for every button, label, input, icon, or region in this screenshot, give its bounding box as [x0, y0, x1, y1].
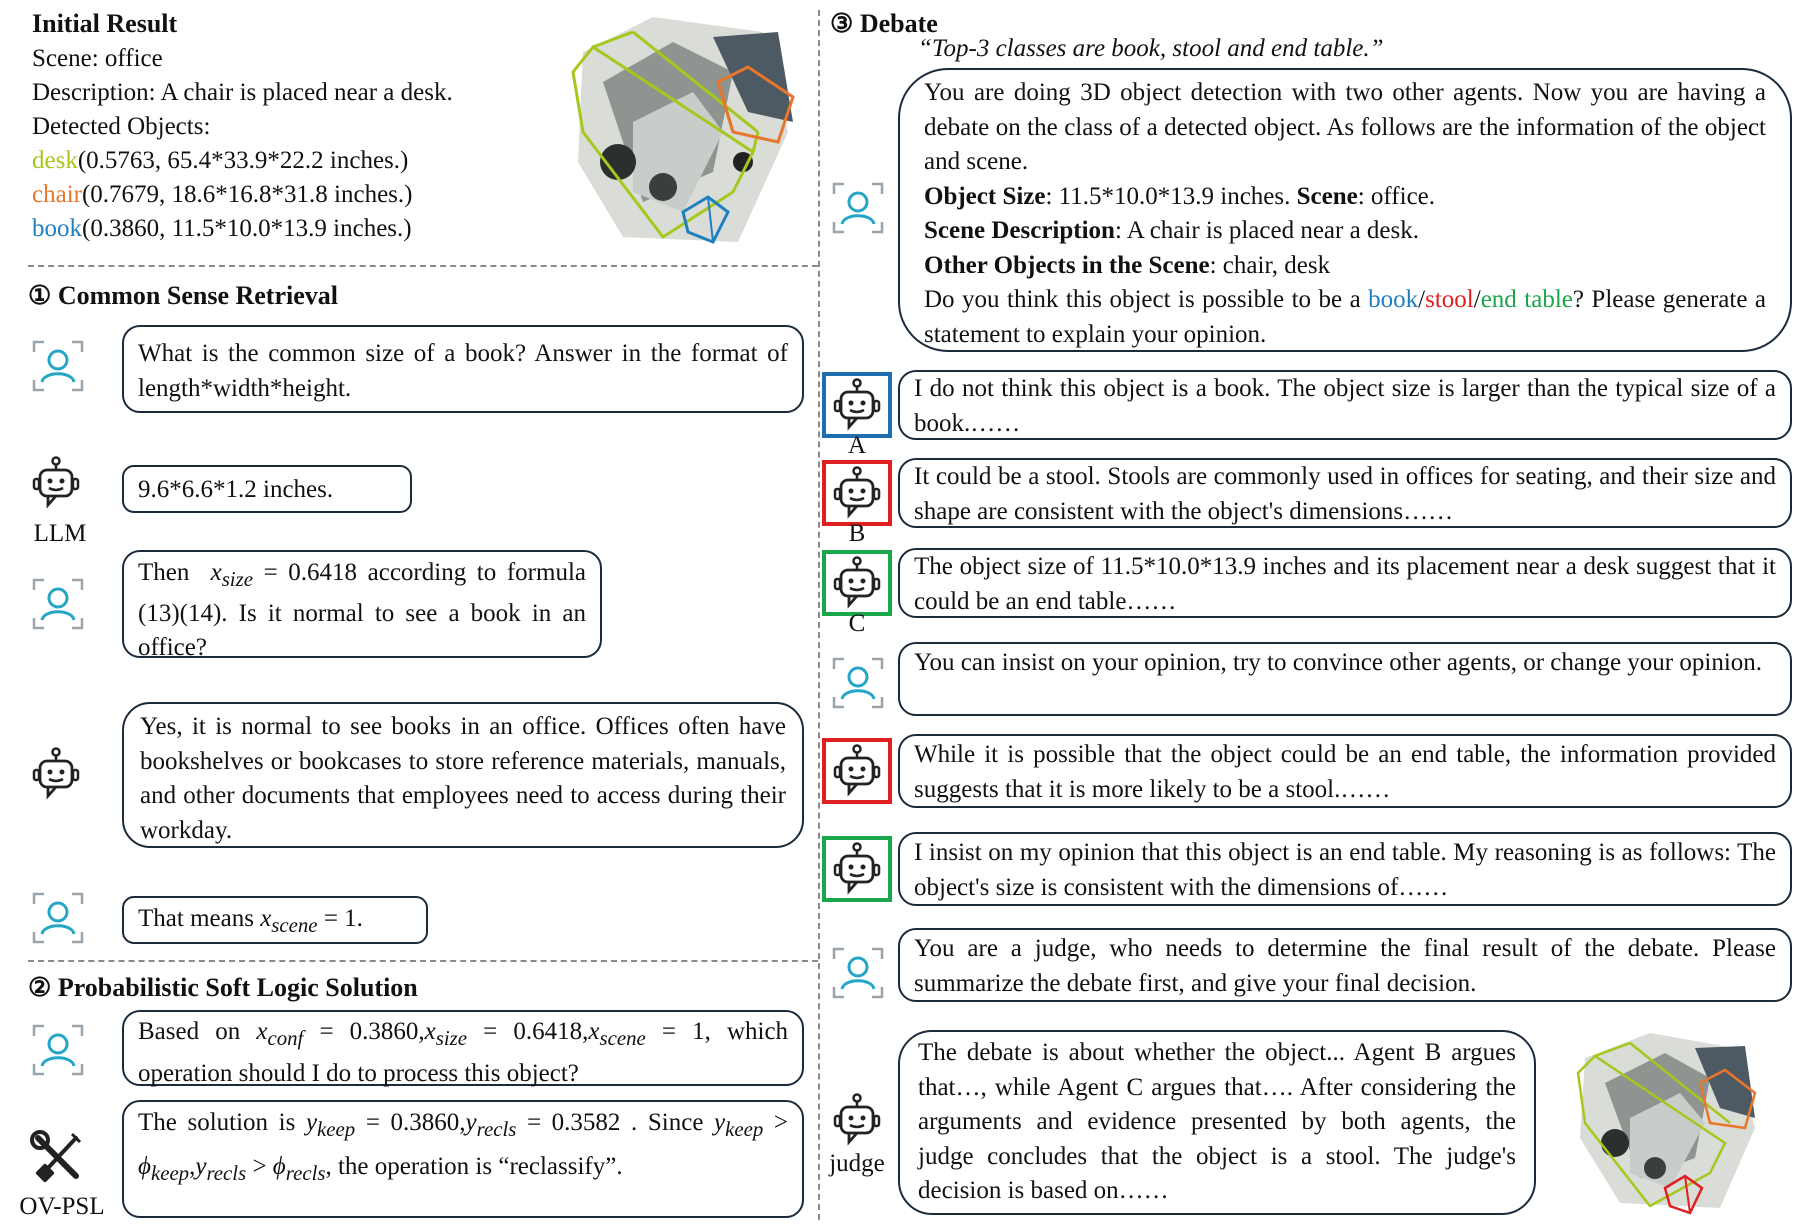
detected-object-chair — [32, 178, 413, 212]
gt-1: > — [773, 1109, 789, 1136]
object-info-book: (0.3860, 11.5*10.0*13.9 inches.) — [82, 215, 412, 242]
object-name-desk: desk — [32, 147, 78, 174]
keep-var: y — [305, 1109, 318, 1136]
scene-label: Scene — [1296, 182, 1358, 210]
slash-1: / — [1418, 286, 1426, 313]
size-label: Object Size — [924, 182, 1046, 210]
q3-var: x — [260, 905, 272, 932]
detected-objects-label: Detected Objects: — [32, 113, 211, 140]
term-scene-val: = 1, — [661, 1018, 711, 1045]
user-icon — [30, 576, 86, 632]
phi1-sub: keep — [150, 1161, 190, 1185]
agent-a-bubble: I do not think this object is a book. The object size is larger than the typical size of a book.…… — [898, 370, 1792, 440]
ask-book: book — [1368, 286, 1419, 313]
psl-last: “reclassify”. — [498, 1153, 623, 1180]
gt-2: > — [252, 1153, 267, 1180]
point-cloud-scene-result — [1570, 1028, 1760, 1220]
agent-a-label: A — [847, 432, 867, 459]
ask-prefix: Do you think this object is possible to be a — [924, 286, 1361, 313]
psl-q-prefix: Based on — [138, 1018, 241, 1045]
llm-bubble-a1: 9.6*6.6*1.2 inches. — [122, 465, 412, 513]
phi-2: ϕ — [272, 1153, 286, 1180]
divider-1 — [28, 265, 818, 267]
robot-icon — [28, 746, 84, 802]
agent-c2-bubble: I insist on my opinion that this object is an end table. My reasoning is as follows: The object's size is consistent with the dimensions of…… — [898, 832, 1792, 906]
user-icon — [830, 945, 886, 1001]
term-size-sub: size — [435, 1026, 468, 1050]
debate-prompt-bubble — [898, 68, 1792, 352]
section2-number: ② — [28, 973, 52, 1002]
psl-q-rest: which operation should I do to process this object? — [138, 1018, 789, 1087]
robot-icon — [829, 841, 885, 897]
llm-label: LLM — [33, 520, 87, 547]
user-insist-bubble: You can insist on your opinion, try to convince other agents, or change your opinion. — [898, 642, 1792, 716]
detected-object-book — [32, 212, 412, 246]
ask-stool: stool — [1425, 286, 1474, 313]
slash-2: / — [1473, 286, 1481, 313]
others-value: : chair, desk — [1209, 251, 1331, 279]
detected-object-desk — [32, 144, 408, 178]
user-icon — [30, 338, 86, 394]
psl-a-prefix: The solution is — [138, 1109, 296, 1136]
term-conf-val: = 0.3860, — [319, 1018, 425, 1045]
keep-val: = 0.3860, — [365, 1109, 466, 1136]
keep-sub: keep — [317, 1117, 356, 1141]
q2-sub: size — [221, 567, 253, 591]
others-label: Other Objects in the Scene — [924, 251, 1210, 279]
section3-title: Debate — [859, 9, 938, 38]
cond2-var: y — [195, 1153, 207, 1180]
point-cloud-scene-initial — [563, 12, 798, 257]
initial-scene: Scene: office — [32, 45, 163, 72]
robot-icon — [829, 743, 885, 799]
q2-var: x — [210, 559, 222, 586]
desc-value: : A chair is placed near a desk. — [1114, 217, 1420, 244]
term-conf-var: x — [256, 1018, 268, 1045]
ask-endtable: end table — [1480, 286, 1573, 313]
phi2-sub: recls — [285, 1161, 326, 1185]
cond1-var: y — [714, 1109, 726, 1136]
initial-description: Description: A chair is placed near a desk. — [32, 79, 453, 106]
term-conf-sub: conf — [267, 1026, 304, 1050]
user-icon — [30, 890, 86, 946]
object-name-chair: chair — [32, 181, 82, 208]
robot-icon — [829, 1092, 885, 1148]
user-bubble-q3 — [122, 896, 428, 944]
recls-sub: recls — [476, 1117, 517, 1141]
tools-icon — [28, 1128, 86, 1186]
user-bubble-q1: What is the common size of a book? Answer in the format of length*width*height. — [122, 325, 804, 413]
ask-suffix: ? Please generate a statement to explain your opinion. — [924, 286, 1766, 348]
object-info-chair: (0.7679, 18.6*16.8*31.8 inches.) — [81, 181, 413, 208]
user-icon — [830, 180, 886, 236]
agent-c-label: C — [848, 610, 866, 637]
robot-icon — [28, 455, 84, 511]
psl-tail: , the operation is — [325, 1153, 493, 1180]
user-icon — [830, 655, 886, 711]
cond1-sub: keep — [725, 1117, 764, 1141]
object-name-book: book — [32, 215, 82, 242]
ov-psl-bubble: The solution is $y_{keep} = 0.3860,y_{recls} = 0.3582$ . Since $y_{keep} > \phi_{keep},y_{recls} > \phi_{recls}$, the operation is “reclassify”. — [122, 1100, 804, 1218]
robot-icon — [829, 555, 885, 611]
initial-result-title: Initial Result — [32, 9, 178, 38]
agent-b2-bubble: While it is possible that the object could be an end table, the information provided suggests that it is more likely to be a stool.…… — [898, 734, 1792, 808]
term-size-var: x — [424, 1018, 436, 1045]
section1-heading — [28, 280, 338, 312]
phi-1: ϕ — [138, 1153, 151, 1180]
judge-bubble: The debate is about whether the object... Agent B argues that…, while Agent C argues that…. After considering the arguments and evidence presented by both agents, the judge concludes that the object is a stool. The judge's decision is based on…… — [898, 1030, 1536, 1215]
agent-b-label: B — [848, 520, 866, 547]
scene-value: : office. — [1357, 182, 1436, 210]
section3-number: ③ — [830, 9, 854, 38]
q2-prefix: Then — [138, 559, 190, 586]
agent-c-bubble: The object size of 11.5*10.0*13.9 inches and its placement near a desk suggest that it could be an end table…… — [898, 548, 1792, 618]
robot-icon — [829, 465, 885, 521]
term-size-val: = 0.6418, — [483, 1018, 589, 1045]
cond2-sub: recls — [206, 1161, 247, 1185]
section1-title: Common Sense Retrieval — [57, 281, 338, 310]
q3-prefix: That means — [138, 905, 254, 932]
debate-quote: “Top-3 classes are book, stool and end table.” — [918, 35, 1384, 62]
user-bubble-q2 — [122, 550, 602, 661]
recls-var: y — [465, 1109, 477, 1136]
user-judge-bubble: You are a judge, who needs to determine the final result of the debate. Please summarize the debate first, and give your final decision. — [898, 928, 1792, 1002]
user-icon — [30, 1022, 86, 1078]
term-scene-sub: scene — [599, 1026, 646, 1050]
section2-heading — [28, 972, 418, 1004]
agent-b-bubble: It could be a stool. Stools are commonly used in offices for seating, and their size and shape are consistent with the object's dimensions…… — [898, 458, 1792, 528]
q3-sub: scene — [271, 913, 318, 937]
ov-psl-label: OV-PSL — [19, 1193, 105, 1220]
term-scene-var: x — [588, 1018, 600, 1045]
section1-number: ① — [28, 281, 52, 310]
psl-since: Since — [647, 1109, 704, 1136]
llm-bubble-a2: Yes, it is normal to see books in an office. Offices often have bookshelves or bookcases to store reference materials, manuals, and other documents that employees need to access during their workday. — [122, 702, 804, 848]
q2-rest: = 0.6418 according to formula (13)(14). Is it normal to see a book in an office? — [138, 559, 586, 661]
size-value: : 11.5*10.0*13.9 inches. — [1045, 182, 1291, 210]
user-bubble-psl-q — [122, 1010, 804, 1086]
desc-label: Scene Description — [924, 217, 1115, 244]
prompt-intro: You are doing 3D object detection with two other agents. Now you are having a debate on the class of a detected object. As follows are the information of the object and scene. — [924, 79, 1766, 175]
divider-2 — [28, 960, 818, 962]
object-info-desk: (0.5763, 65.4*33.9*22.2 inches.) — [77, 147, 409, 174]
section2-title: Probabilistic Soft Logic Solution — [57, 973, 418, 1002]
judge-label: judge — [829, 1150, 885, 1177]
robot-icon — [829, 377, 885, 433]
recls-val: = 0.3582 . — [526, 1109, 638, 1136]
q3-rest: = 1. — [323, 905, 363, 932]
